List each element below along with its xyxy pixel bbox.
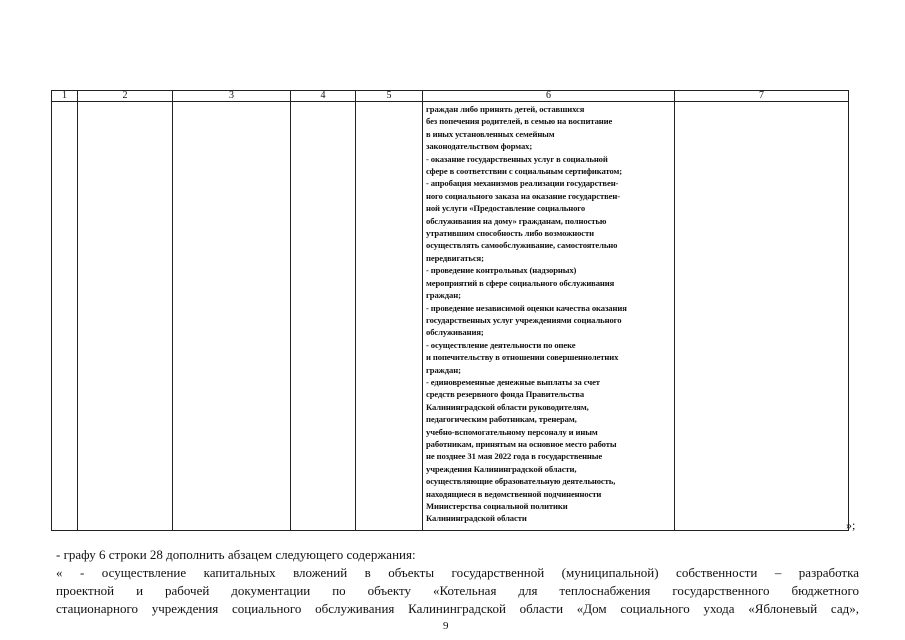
cell6-line: - апробация механизмов реализации государствен-	[426, 178, 619, 189]
cell-col-1	[52, 102, 78, 531]
cell6-line: Калининградской области руководителям,	[426, 401, 589, 412]
cell6-line: Калининградской области	[426, 513, 527, 524]
column-header-1: 1	[52, 91, 78, 102]
cell6-line: обслуживания на дому» гражданам, полностью	[426, 215, 607, 226]
column-header-3: 3	[173, 91, 291, 102]
cell6-line: граждан либо принять детей, оставшихся	[426, 104, 585, 114]
cell6-line: обслуживания;	[426, 327, 484, 338]
cell6-line: - оказание государственных услуг в социальной	[426, 153, 608, 164]
cell6-line: граждан;	[426, 364, 461, 375]
intro-paragraph: - графу 6 строки 28 дополнить абзацем следующего содержания:	[56, 547, 416, 562]
cell6-line: сфере в соответствии с социальным сертификатом;	[426, 166, 623, 177]
cell6-line: не позднее 31 мая 2022 года в государственные	[426, 451, 603, 462]
data-table	[51, 90, 849, 531]
column-header-6: 6	[423, 91, 675, 102]
cell-col-5	[356, 102, 423, 531]
cell6-line: мероприятий в сфере социального обслуживания	[426, 277, 615, 288]
cell6-line: - осуществление деятельности по опеке	[426, 339, 576, 350]
cell6-line: утратившим способность либо возможности	[426, 228, 594, 239]
cell6-line: осуществлять самообслуживание, самостоятельно	[426, 240, 618, 251]
cell6-line: - проведение независимой оценки качества оказания	[426, 302, 627, 313]
cell6-line: ного социального заказа на оказание государствен-	[426, 190, 620, 201]
column-header-2: 2	[78, 91, 173, 102]
cell6-line: средств резервного фонда Правительства	[426, 389, 585, 400]
cell6-line: передвигаться;	[426, 252, 484, 263]
cell6-line: педагогическим работникам, тренерам,	[426, 414, 577, 425]
cell6-line: Министерства социальной политики	[426, 501, 568, 511]
column-header-4: 4	[291, 91, 356, 102]
cell6-line: работникам, принятым на основное место работы	[426, 438, 617, 449]
table-row	[52, 102, 849, 531]
cell-col-7	[675, 102, 849, 531]
column-header-5: 5	[356, 91, 423, 102]
cell6-line: и попечительству в отношении совершеннолетних	[426, 352, 619, 363]
cell6-line: государственных услуг учреждениями социального	[426, 314, 622, 325]
page-number: 9	[443, 620, 449, 632]
cell6-line: - единовременные денежные выплаты за счет	[426, 376, 600, 387]
cell-col-2	[78, 102, 173, 531]
cell6-line: законодательством формах;	[426, 141, 533, 152]
body-line-1: « - осуществление капитальных вложений в объекты государственной (муниципальной) собственности – разработка	[56, 565, 859, 580]
column-header-7: 7	[675, 91, 849, 102]
closing-quote: »;	[846, 518, 856, 532]
cell6-line: учебно-вспомогательному персоналу и иным	[426, 426, 598, 437]
cell-col-3	[173, 102, 291, 531]
cell6-line: граждан;	[426, 290, 461, 301]
body-line-3: стационарного учреждения социального обслуживания Калининградской области «Дом социального ухода «Яблоневый сад»,	[56, 601, 859, 616]
cell6-line: ной услуги «Предоставление социального	[426, 203, 586, 214]
table-header-row	[52, 91, 849, 102]
cell6-line: учреждения Калининградской области,	[426, 463, 577, 474]
cell-col-6	[423, 102, 675, 531]
cell6-line: находящиеся в ведомственной подчиненности	[426, 488, 602, 499]
cell-col-4	[291, 102, 356, 531]
cell6-line: - проведение контрольных (надзорных)	[426, 265, 577, 276]
cell6-line: без попечения родителей, в семью на воспитание	[426, 116, 613, 127]
cell6-line: осуществляющие образовательную деятельность,	[426, 476, 616, 487]
cell6-line: в иных установленных семейным	[426, 128, 555, 139]
body-line-2: проектной и рабочей документации по объекту «Котельная для теплоснабжения государственного бюджетного	[56, 583, 859, 598]
